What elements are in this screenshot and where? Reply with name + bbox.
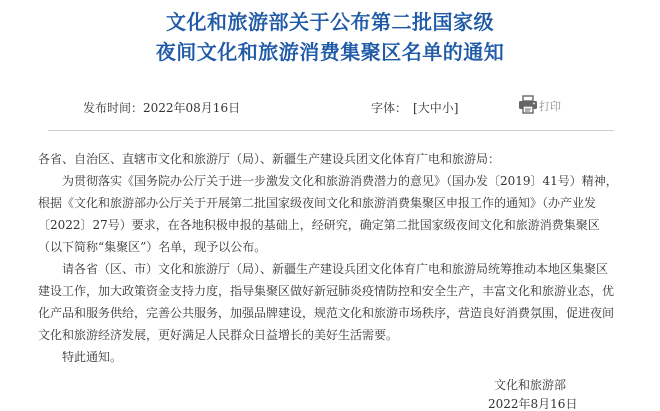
font-size-options[interactable]: [大中小] [413, 101, 459, 115]
notice-body [38, 148, 618, 368]
publish-date: 发布时间：2022年08月16日 [83, 101, 241, 115]
font-size-selector[interactable] [371, 99, 458, 116]
print-button[interactable] [518, 95, 561, 114]
page-title-line-2: 夜间文化和旅游消费集聚区名单的通知 [155, 40, 505, 64]
page-title-line-1: 文化和旅游部关于公布第二批国家级 [166, 10, 494, 34]
signature-org: 文化和旅游部 [494, 378, 567, 392]
paragraph-3: 特此通知。 [62, 350, 123, 364]
font-size-label: 字体： [371, 101, 408, 115]
signature-date: 2022年8月16日 [488, 397, 578, 411]
header-divider [48, 130, 614, 131]
print-label: 打印 [539, 100, 561, 113]
printer-icon [518, 95, 538, 114]
paragraph-2: 请各省（区、市）文化和旅游厅（局）、新疆生产建设兵团文化体育广电和旅游局统筹推动本地区集聚区建设工作，加大政策资金支持力度，指导集聚区做好新冠肺炎疫情防控和安全生产，丰富文化和旅游业态，优化产品和服务供给，完善公共服务，加强品牌建设，规范文化和旅游市场秩序，营造良好消费氛围，促进夜间文化和旅游经济发展，更好满足人民群众日益增长的美好生活需要。 [38, 262, 615, 342]
paragraph-1: 为贯彻落实《国务院办公厅关于进一步激发文化和旅游消费潜力的意见》（国办发〔2019〕41号）精神，根据《文化和旅游部办公厅关于开展第二批国家级夜间文化和旅游消费集聚区申报工作的通知》（办产业发〔2022〕27号）要求，在各地积极申报的基础上，经研究，确定第二批国家级夜间文化和旅游消费集聚区（以下简称“集聚区”）名单，现予以公布。 [38, 174, 618, 254]
salutation: 各省、自治区、直辖市文化和旅游厅（局）、新疆生产建设兵团文化体育广电和旅游局： [38, 152, 501, 166]
